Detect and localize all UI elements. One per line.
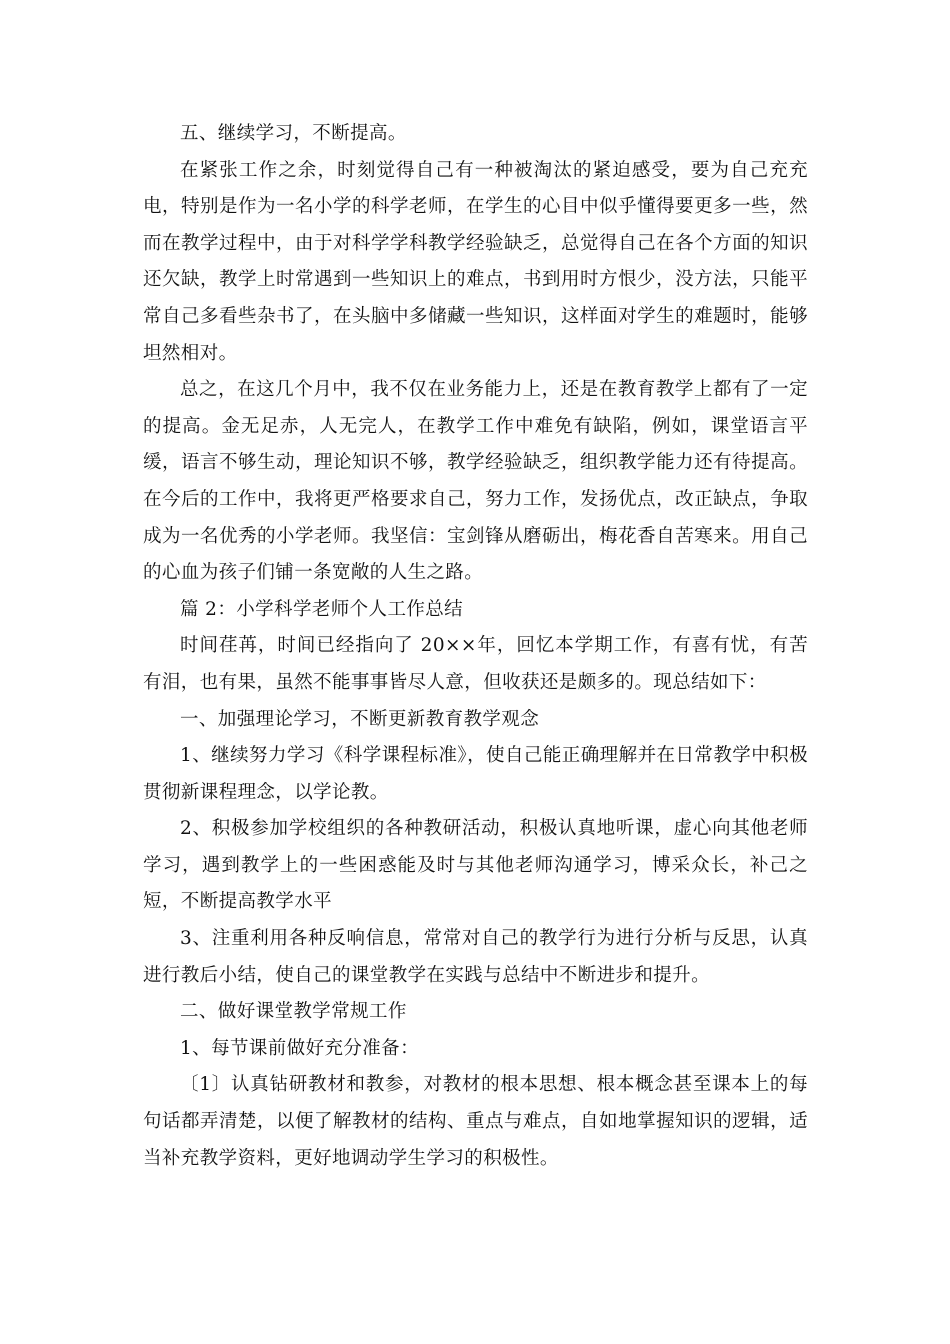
section-heading-classroom-routine: 二、做好课堂教学常规工作 bbox=[180, 1001, 407, 1023]
list-item-2: 2、积极参加学校组织的各种教研活动，积极认真地听课，虚心向其他老师学习，遇到教学上的一些困惑能及时与其他老师沟通学习，博采众长，补己之短，不断提高教学水平 bbox=[143, 818, 808, 913]
paragraph-intro: 时间荏苒，时间已经指向了 20××年，回忆本学期工作，有喜有忧，有苦有泪，也有果，虽然不能事事皆尽人意，但收获还是颇多的。现总结如下： bbox=[143, 635, 808, 693]
paragraph-self-improvement: 在紧张工作之余，时刻觉得自己有一种被淘汰的紧迫感受，要为自己充充电，特别是作为一名小学的科学老师，在学生的心目中似乎懂得要更多一些，然而在教学过程中，由于对科学学科教学经验缺乏，总觉得自己在各个方面的知识还欠缺，教学上时常遇到一些知识上的难点，书到用时方恨少，没方法，只能平常自己多看些杂书了，在头脑中多储藏一些知识，这样面对学生的难题时，能够坦然相对。 bbox=[143, 159, 808, 364]
document-body bbox=[143, 116, 808, 1177]
list-item-1: 1、继续努力学习《科学课程标准》，使自己能正确理解并在日常教学中积极贯彻新课程理念，以学论教。 bbox=[143, 745, 808, 803]
section-heading-continue-learning: 五、继续学习，不断提高。 bbox=[180, 123, 407, 144]
list-item-3: 3、注重利用各种反响信息，常常对自己的教学行为进行分析与反思，认真进行教后小结，使自己的课堂教学在实践与总结中不断进步和提升。 bbox=[143, 928, 808, 986]
section-heading-theory-study: 一、加强理论学习，不断更新教育教学观念 bbox=[180, 708, 540, 730]
article-2-title: 篇 2：小学科学老师个人工作总结 bbox=[180, 598, 464, 620]
sub-item-study-materials: 〔1〕认真钻研教材和教参，对教材的根本思想、根本概念甚至课本上的每句话都弄清楚，以便了解教材的结构、重点与难点，自如地掌握知识的逻辑，适当补充教学资料，更好地调动学生学习的积极性。 bbox=[143, 1074, 808, 1169]
paragraph-conclusion: 总之，在这几个月中，我不仅在业务能力上，还是在教育教学上都有了一定的提高。金无足赤，人无完人，在教学工作中难免有缺陷，例如，课堂语言平缓，语言不够生动，理论知识不够，教学经验缺乏，组织教学能力还有待提高。在今后的工作中，我将更严格要求自己，努力工作，发扬优点，改正缺点，争取成为一名优秀的小学老师。我坚信：宝剑锋从磨砺出，梅花香自苦寒来。用自己的心血为孩子们铺一条宽敞的人生之路。 bbox=[143, 379, 808, 584]
list-item-prepare: 1、每节课前做好充分准备： bbox=[180, 1037, 419, 1059]
